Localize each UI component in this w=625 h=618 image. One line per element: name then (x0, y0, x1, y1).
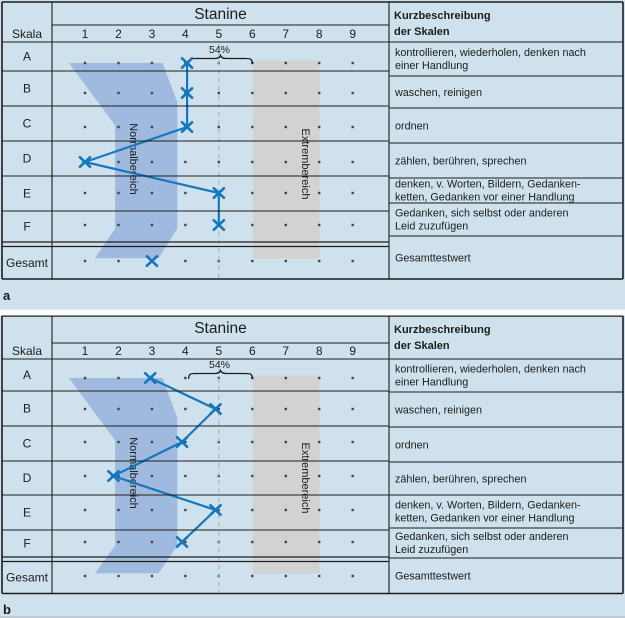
row-label-E: E (22, 186, 32, 201)
desc-header-line2: der Skalen (394, 26, 450, 38)
desc-text-B: waschen, reinigen (395, 404, 483, 417)
row-label-A: A (22, 368, 32, 383)
desc-text-E-1: denken, v. Worten, Bildern, Gedanken- (395, 499, 581, 512)
row-label-B: B (22, 81, 32, 96)
desc-text-C: ordnen (395, 120, 429, 133)
desc-text-A-1: kontrollieren, wiederholen, denken nach (395, 363, 586, 376)
normal-range-label: Normalbereich (127, 437, 139, 509)
desc-text-A-1: kontrollieren, wiederholen, denken nach (395, 46, 586, 59)
desc-text-A-2: einer Handlung (395, 376, 469, 389)
tick-label-7: 7 (282, 27, 290, 41)
desc-text-Gesamt: Gesamttestwert (395, 570, 471, 583)
tick-label-4: 4 (182, 344, 189, 358)
desc-text-B: waschen, reinigen (395, 86, 483, 99)
percent-label: 54% (209, 44, 231, 56)
tick-label-2: 2 (115, 344, 122, 358)
extreme-range-label: Extrembereich (299, 442, 311, 514)
row-label-A: A (22, 49, 32, 64)
panel-separator-strip (0, 310, 625, 316)
percent-label: 54% (209, 359, 231, 371)
extreme-range-label: Extrembereich (299, 128, 311, 200)
desc-text-D: zählen, berühren, sprechen (395, 473, 527, 486)
tick-label-3: 3 (148, 344, 156, 358)
tick-label-8: 8 (315, 344, 323, 358)
tick-label-9: 9 (349, 27, 357, 41)
tick-label-8: 8 (315, 27, 323, 41)
panel-label-b: b (3, 602, 11, 617)
row-label-C: C (22, 436, 32, 451)
skala-header: Skala (11, 27, 43, 41)
row-label-Gesamt: Gesamt (5, 255, 49, 270)
desc-text-A-2: einer Handlung (395, 60, 469, 73)
row-label-F: F (23, 219, 31, 234)
normal-range-label: Normalbereich (127, 123, 139, 195)
desc-text-E-2: ketten, Gedanken vor einer Handlung (395, 512, 575, 525)
desc-text-D: zählen, berühren, sprechen (395, 155, 527, 168)
row-label-D: D (22, 471, 32, 486)
desc-text-Gesamt: Gesamttestwert (395, 252, 471, 265)
row-label-Gesamt: Gesamt (5, 570, 49, 585)
tick-label-7: 7 (282, 344, 290, 358)
tick-label-9: 9 (349, 344, 357, 358)
row-label-C: C (22, 116, 32, 131)
desc-text-F-1: Gedanken, sich selbst oder anderen (395, 207, 569, 220)
desc-header-line2: der Skalen (394, 340, 450, 352)
stanine-title: Stanine (194, 6, 247, 23)
desc-text-E-2: ketten, Gedanken vor einer Handlung (395, 191, 575, 204)
skala-header: Skala (11, 344, 43, 358)
tick-label-5: 5 (215, 344, 223, 358)
desc-text-F-1: Gedanken, sich selbst oder anderen (395, 530, 569, 543)
tick-label-2: 2 (115, 27, 122, 41)
tick-label-6: 6 (248, 344, 256, 358)
tick-label-5: 5 (215, 27, 223, 41)
tick-label-1: 1 (81, 27, 89, 41)
desc-text-E-1: denken, v. Worten, Bildern, Gedanken- (395, 178, 581, 191)
tick-label-4: 4 (182, 27, 189, 41)
desc-header-line1: Kurzbeschreibung (394, 324, 491, 336)
tick-label-6: 6 (248, 27, 256, 41)
tick-label-3: 3 (148, 27, 156, 41)
desc-text-F-2: Leid zuzufügen (395, 544, 469, 557)
desc-text-C: ordnen (395, 439, 429, 452)
row-label-E: E (22, 505, 32, 520)
row-label-F: F (23, 536, 31, 551)
desc-header-line1: Kurzbeschreibung (394, 10, 491, 22)
row-label-B: B (22, 401, 32, 416)
tick-label-1: 1 (81, 344, 89, 358)
stanine-title: Stanine (194, 320, 247, 337)
desc-text-F-2: Leid zuzufügen (395, 220, 469, 233)
row-label-D: D (22, 151, 32, 166)
panel-label-a: a (3, 288, 11, 303)
